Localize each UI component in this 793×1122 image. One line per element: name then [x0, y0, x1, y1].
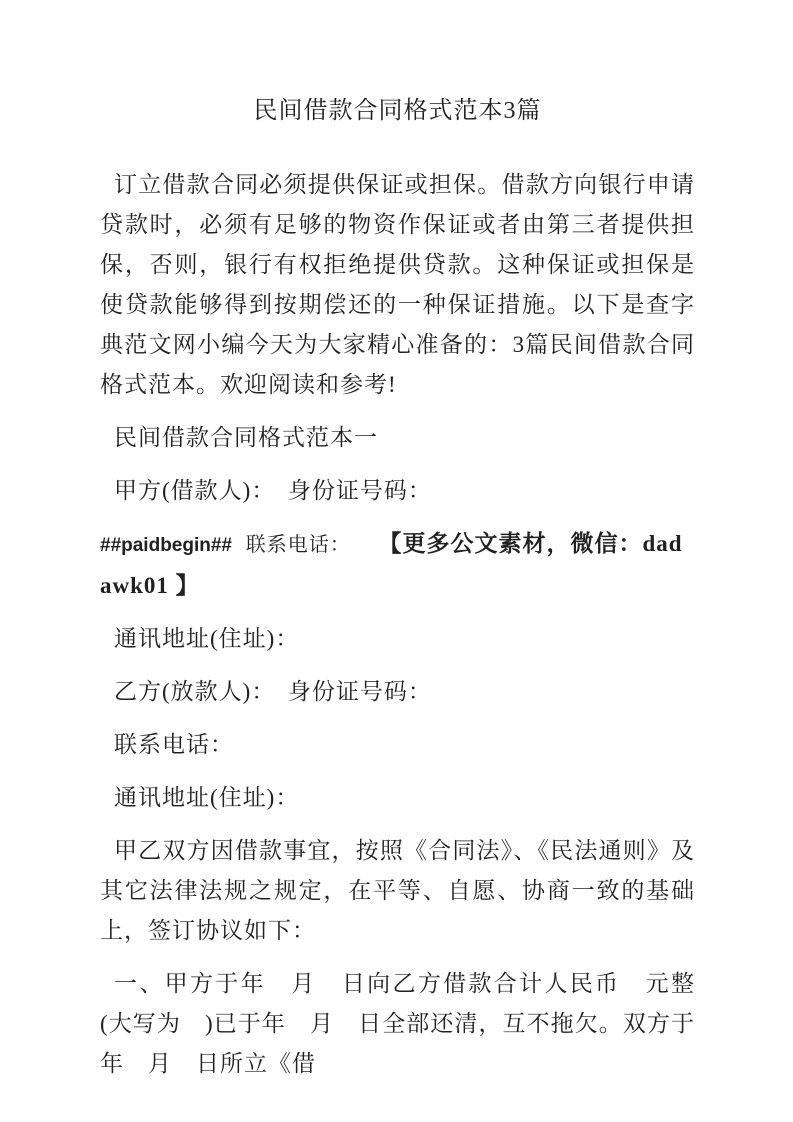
party-a-line: 甲方(借款人)： 身份证号码： — [114, 478, 432, 503]
page-title: 民间借款合同格式范本3篇 — [253, 98, 542, 124]
section-heading: 民间借款合同格式范本一 — [114, 425, 378, 450]
intro-paragraph: 订立借款合同必须提供保证或担保。借款方向银行申请贷款时，必须有足够的物资作保证或者由第三者提供担保，否则，银行有权拒绝提供贷款。这种保证或担保是使贷款能够得到按期偿还的一种保证措施。以下是查字典范文网小编今天为大家精心准备的：3篇民间借款合同格式范本。欢迎阅读和参考! — [100, 172, 695, 397]
address-line-2: 通讯地址(住址)： — [114, 785, 300, 810]
phone-label: 联系电话： — [245, 534, 351, 556]
address-line-1: 通讯地址(住址)： — [114, 626, 300, 651]
clause-one-paragraph: 一、甲方于年 月 日向乙方借款合计人民币 元整(大写为 )已于年 月 日全部还清，互不拖欠。双方于年 月 日所立《借 — [100, 971, 695, 1076]
phone-line: 联系电话： — [114, 732, 234, 757]
promo-text: 【更多公文素材，微信：dadawk01 】 — [100, 531, 683, 598]
paid-begin-line — [100, 524, 695, 606]
agreement-intro-paragraph: 甲乙双方因借款事宜，按照《合同法》、《民法通则》及其它法律法规之规定，在平等、自愿、协商一致的基础上，签订协议如下： — [100, 838, 695, 943]
party-b-line: 乙方(放款人)： 身份证号码： — [114, 679, 432, 704]
paid-begin-marker: ##paidbegin## — [100, 535, 232, 556]
